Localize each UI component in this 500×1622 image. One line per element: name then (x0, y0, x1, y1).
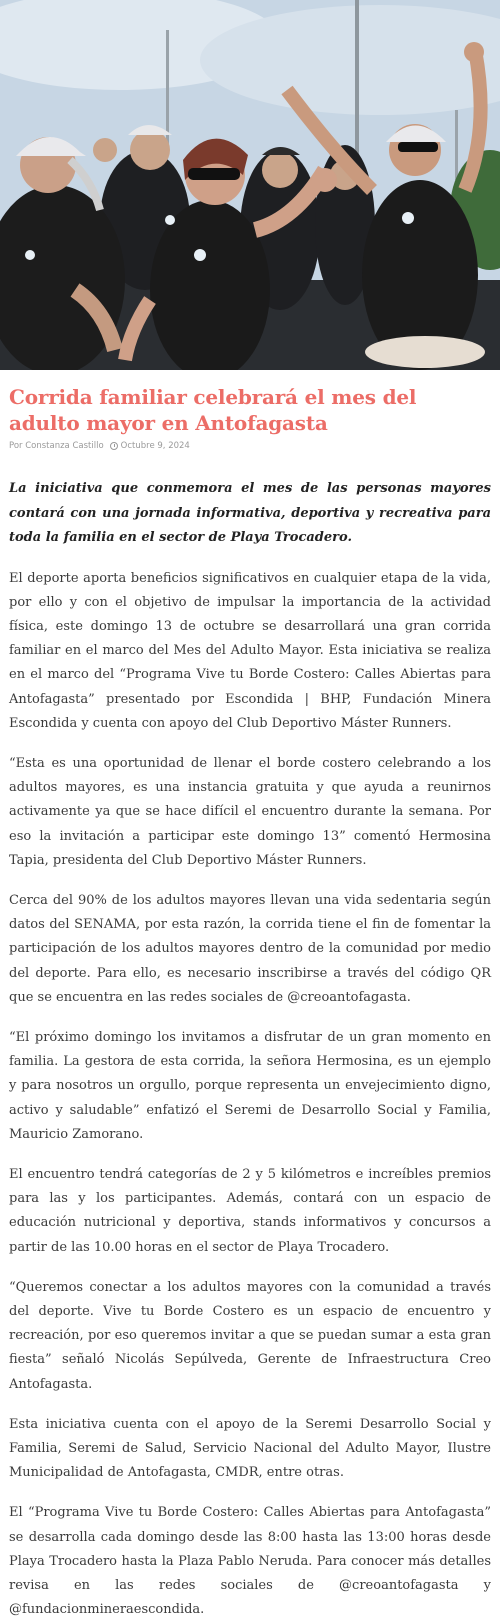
author-name[interactable]: Por Constanza Castillo (9, 441, 104, 451)
paragraph: Cerca del 90% de los adultos mayores llevan una vida sedentaria según datos del SENAMA, por esta razón, la corrida tiene el fin de fomentar la participación de los adultos mayores dentro de la comunidad por medio del deporte. Para ello, es necesario inscribirse a través del código QR que se encuentra en las redes sociales de @creoantofagasta. (9, 892, 491, 1005)
paragraph: El deporte aporta beneficios significativos en cualquier etapa de la vida, por ello y con el objetivo de impulsar la importancia de la actividad física, este domingo 13 de octubre se desarrollará una gran corrida familiar en el marco del Mes del Adulto Mayor. Esta iniciativa se realiza en el marco del “Programa Vive tu Borde Costero: Calles Abiertas para Antofagasta” presentado por Escondida | BHP, Fundación Minera Escondida y cuenta con apoyo del Club Deportivo Máster Runners. (9, 570, 491, 731)
paragraph: “El próximo domingo los invitamos a disfrutar de un gran momento en familia. La gestora de esta corrida, la señora Hermosina, es un ejemplo y para nosotros un orgullo, porque representa un envejecimiento digno, activo y saludable” enfatizó el Seremi de Desarrollo Social y Familia, Mauricio Zamorano. (9, 1029, 491, 1142)
paragraph: “Esta es una oportunidad de llenar el borde costero celebrando a los adultos mayores, es una instancia gratuita y que ayuda a reunirnos activamente ya que se hace difícil el encuentro durante la semana. Por eso la invitación a participar este domingo 13” comentó Hermosina Tapia, presidenta del Club Deportivo Máster Runners. (9, 755, 491, 868)
hero-illustration (0, 0, 500, 370)
article-meta (9, 441, 491, 451)
paragraph: Esta iniciativa cuenta con el apoyo de la Seremi Desarrollo Social y Familia, Seremi de Salud, Servicio Nacional del Adulto Mayor, Ilustre Municipalidad de Antofagasta, CMDR, entre otras. (9, 1416, 491, 1481)
clock-icon (110, 442, 118, 450)
article-title: Corrida familiar celebrará el mes del adulto mayor en Antofagasta (9, 385, 417, 435)
hero-photo (0, 0, 500, 370)
paragraph: El encuentro tendrá categorías de 2 y 5 kilómetros e increíbles premios para las y los participantes. Además, contará con un espacio de educación nutricional y deportiva, stands informativos y concursos a partir de las 10.00 horas en el sector de Playa Trocadero. (9, 1166, 491, 1255)
article-lead: La iniciativa que conmemora el mes de las personas mayores contará con una jornada informativa, deportiva y recreativa para toda la familia en el sector de Playa Trocadero. (9, 481, 491, 545)
publish-date: Octubre 9, 2024 (120, 441, 190, 451)
paragraph: “Queremos conectar a los adultos mayores con la comunidad a través del deporte. Vive tu Borde Costero es un espacio de encuentro y recreación, por eso queremos invitar a que se puedan sumar a esta gran fiesta” señaló Nicolás Sepúlveda, Gerente de Infraestructura Creo Antofagasta. (9, 1279, 491, 1392)
paragraph: El “Programa Vive tu Borde Costero: Calles Abiertas para Antofagasta” se desarrolla cada domingo desde las 8:00 hasta las 13:00 horas desde Playa Trocadero hasta la Plaza Pablo Neruda. Para conocer más detalles revisa en las redes sociales de @creoantofagasta y @fundacionmineraescondida. (9, 1505, 491, 1618)
article (0, 370, 500, 1622)
date-group (110, 441, 190, 451)
